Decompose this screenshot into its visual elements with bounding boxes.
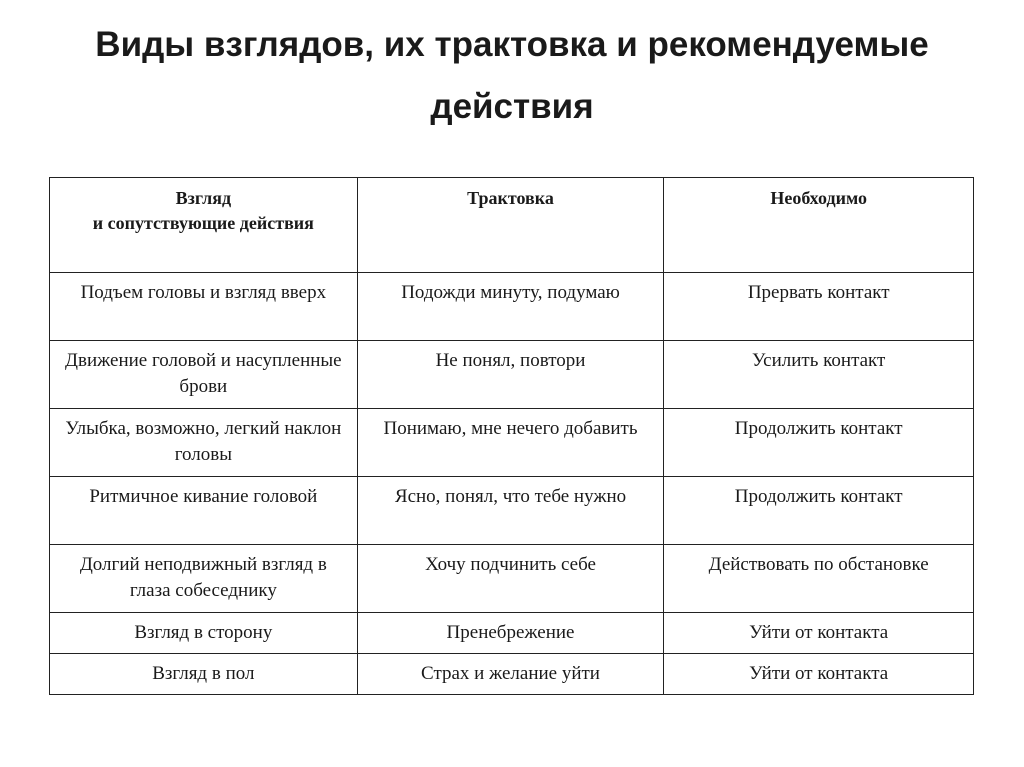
cell-meaning: Страх и желание уйти <box>357 654 664 695</box>
cell-meaning: Пренебрежение <box>357 613 664 654</box>
header-meaning-label: Трактовка <box>467 188 554 208</box>
cell-action: Прервать контакт <box>664 273 974 341</box>
slide-title-line-2: действия <box>430 87 594 126</box>
cell-meaning: Хочу подчинить себе <box>357 545 664 613</box>
table-row <box>50 273 974 341</box>
header-action <box>664 178 974 273</box>
cell-action: Усилить контакт <box>664 341 974 409</box>
header-gaze-line-1: Взгляд <box>175 188 232 208</box>
cell-meaning: Понимаю, мне нечего добавить <box>357 409 664 477</box>
cell-action: Уйти от контакта <box>664 613 974 654</box>
table-row <box>50 545 974 613</box>
header-gaze-line-2: и сопутствующие действия <box>92 213 314 233</box>
gaze-table <box>49 177 974 695</box>
cell-gaze: Ритмичное кивание головой <box>50 477 358 545</box>
header-gaze <box>50 178 358 273</box>
cell-action: Уйти от контакта <box>664 654 974 695</box>
slide-title-line-1: Виды взглядов, их трактовка и рекомендуемые <box>95 25 929 64</box>
header-meaning <box>357 178 664 273</box>
cell-gaze: Взгляд в пол <box>50 654 358 695</box>
cell-gaze: Долгий неподвижный взгляд в глаза собеседнику <box>50 545 358 613</box>
table-header-row <box>50 178 974 273</box>
cell-action: Продолжить контакт <box>664 409 974 477</box>
cell-action: Продолжить контакт <box>664 477 974 545</box>
cell-gaze: Улыбка, возможно, легкий наклон головы <box>50 409 358 477</box>
table-row <box>50 409 974 477</box>
table-row <box>50 341 974 409</box>
cell-gaze: Движение головой и насупленные брови <box>50 341 358 409</box>
table-row <box>50 654 974 695</box>
cell-action: Действовать по обстановке <box>664 545 974 613</box>
header-action-label: Необходимо <box>770 188 867 208</box>
cell-gaze: Подъем головы и взгляд вверх <box>50 273 358 341</box>
cell-gaze: Взгляд в сторону <box>50 613 358 654</box>
cell-meaning: Подожди минуту, подумаю <box>357 273 664 341</box>
table-row <box>50 477 974 545</box>
cell-meaning: Не понял, повтори <box>357 341 664 409</box>
table-row <box>50 613 974 654</box>
cell-meaning: Ясно, понял, что тебе нужно <box>357 477 664 545</box>
slide-title <box>0 14 1024 138</box>
